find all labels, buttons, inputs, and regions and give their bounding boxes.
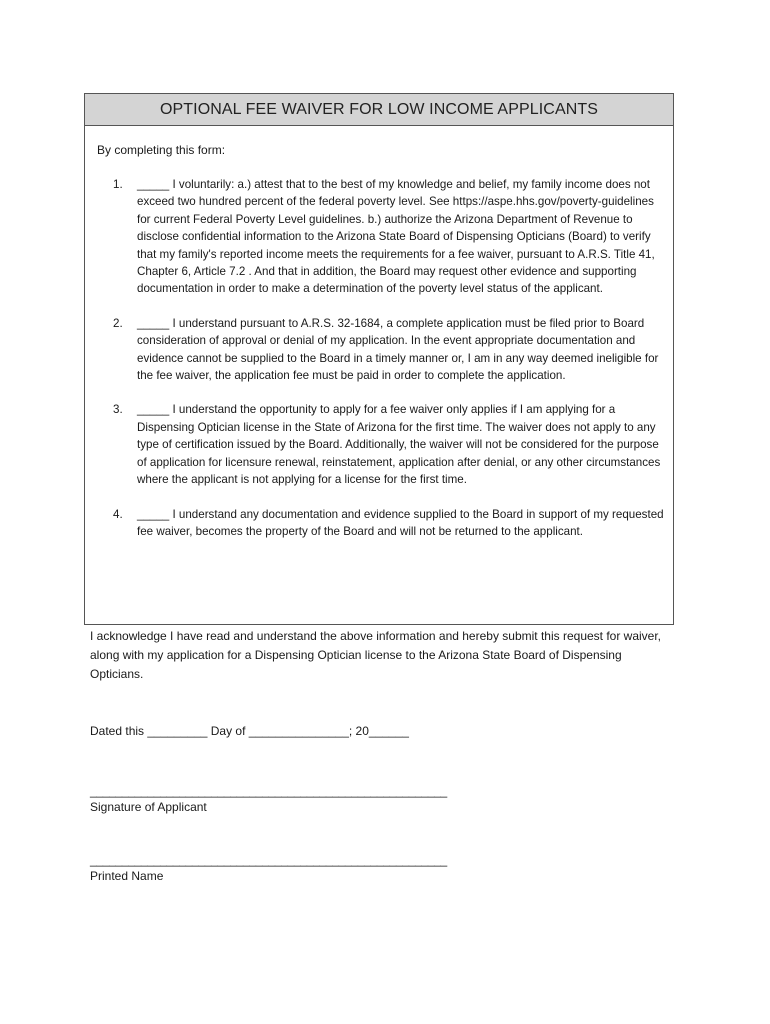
attestation-list [85,176,675,557]
form-intro: By completing this form: [97,143,226,157]
item-text: _____ I understand the opportunity to apply for a fee waiver only applies if I am applying for a Dispensing Optician license in the State of Arizona for the first time. The waiver does not apply to any type of certification issued by the Board. Additionally, the waiver will not be considered for the purpose of application for licensure renewal, reinstatement, application after denial, or any other circumstances where the applicant is not applying for a license for the first time. [137,403,661,487]
signature-line[interactable]: ________________________________________________________ [90,784,447,798]
item-text: _____ I understand pursuant to A.R.S. 32-1684, a complete application must be filed prior to Board consideration of approval or denial of my application. In the event appropriate documentation and evidence cannot be supplied to the Board in a timely manner or, I am in any way deemed ineligible for the fee waiver, the application fee must be paid in order to complete the application. [137,316,659,383]
form-title-bar [85,94,673,126]
signature-label: Signature of Applicant [90,800,207,814]
item-number: 4. [113,507,123,521]
attestation-item-1 [85,176,675,298]
printed-name-label: Printed Name [90,869,164,883]
item-text: _____ I understand any documentation and evidence supplied to the Board in support of my requested fee waiver, becomes the property of the Board and will not be returned to the applicant. [137,507,664,538]
acknowledgement-paragraph: I acknowledge I have read and understand the above information and hereby submit this request for waiver, along with my application for a Dispensing Optician license to the Arizona State Board of Dispensing Opticians. [90,629,662,681]
fee-waiver-form-box [84,93,674,625]
form-title: OPTIONAL FEE WAIVER FOR LOW INCOME APPLICANTS [159,100,599,118]
attestation-item-4 [85,506,675,541]
attestation-item-2 [85,315,675,385]
item-text: _____ I voluntarily: a.) attest that to the best of my knowledge and belief, my family income does not exceed two hundred percent of the federal poverty level. See https://aspe.hhs.gov/poverty-guidelines for current Federal Poverty Level guidelines. b.) authorize the Arizona Department of Revenue to disclose confidential information to the Arizona State Board of Dispensing Opticians (Board) to verify that my family's reported income meets the requirements for a fee waiver, pursuant to A.R.S. Title 41, Chapter 6, Article 7.2 . And that in addition, the Board may request other evidence and supporting documentation in order to make a determination of the poverty level status of the applicant. [137,178,655,296]
printed-name-line[interactable]: ________________________________________________________ [90,853,447,867]
attestation-item-3 [85,401,675,488]
item-number: 3. [113,403,123,417]
item-number: 1. [113,178,123,191]
dated-field[interactable]: Dated this _________ Day of _______________; 20______ [90,724,409,738]
item-number: 2. [113,316,123,330]
